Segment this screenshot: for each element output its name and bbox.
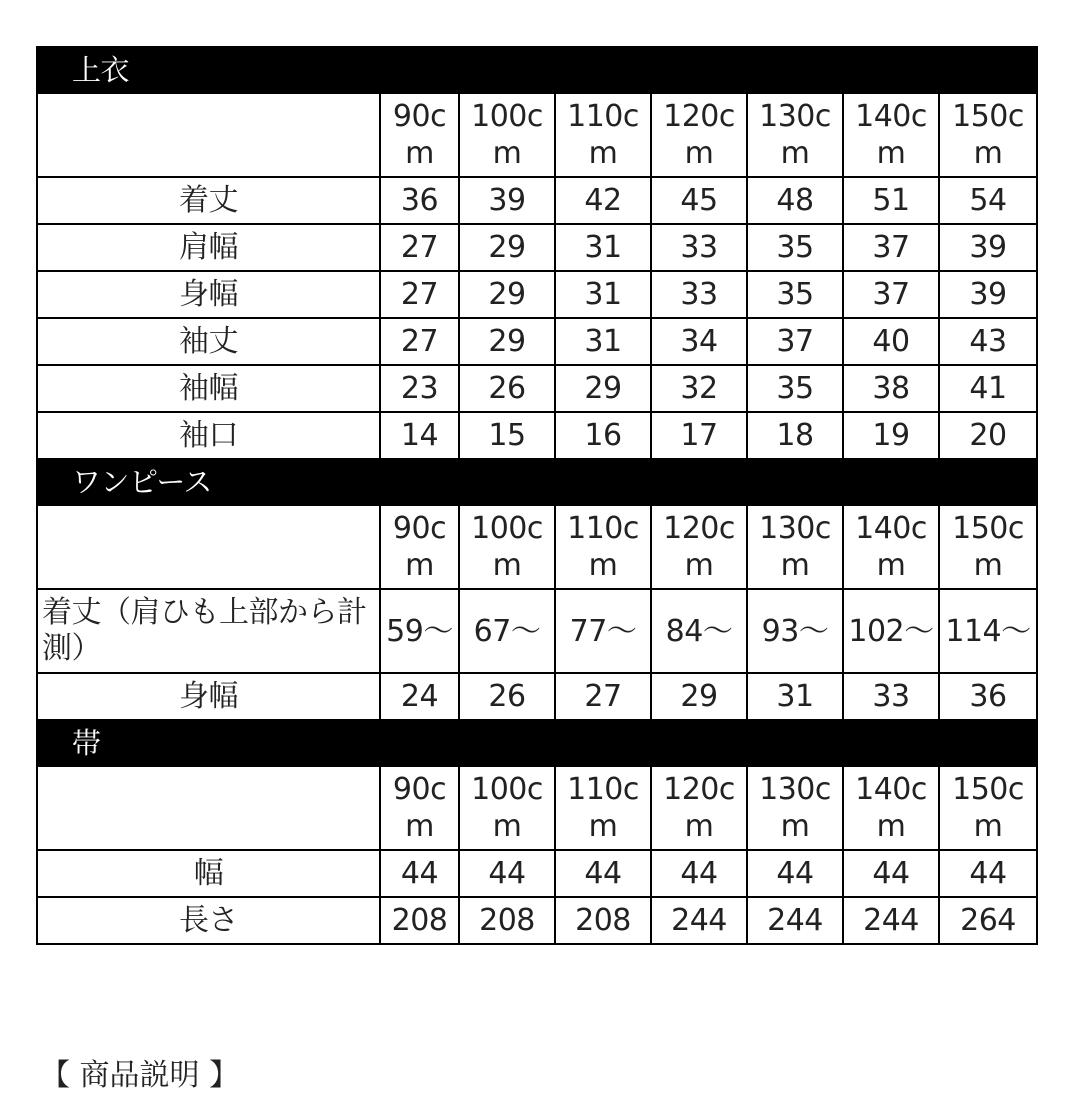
measurement-value: 114〜 bbox=[939, 589, 1037, 673]
measurement-label: 身幅 bbox=[37, 673, 380, 720]
measurement-value: 37 bbox=[843, 271, 939, 318]
measurement-label: 幅 bbox=[37, 850, 380, 897]
size-chart-body bbox=[37, 47, 1037, 944]
measurement-value: 27 bbox=[380, 224, 459, 271]
measurement-row bbox=[37, 271, 1037, 318]
measurement-value: 27 bbox=[380, 271, 459, 318]
header-blank-cell bbox=[37, 766, 380, 850]
size-header-cell: 130cm bbox=[747, 505, 843, 589]
measurement-value: 39 bbox=[939, 271, 1037, 318]
product-description-heading: 【 商品説明 】 bbox=[40, 1058, 240, 1093]
measurement-value: 39 bbox=[939, 224, 1037, 271]
measurement-value: 102〜 bbox=[843, 589, 939, 673]
measurement-value: 20 bbox=[939, 412, 1037, 459]
measurement-value: 44 bbox=[651, 850, 747, 897]
measurement-value: 33 bbox=[843, 673, 939, 720]
measurement-value: 42 bbox=[555, 177, 651, 224]
size-header-row bbox=[37, 93, 1037, 177]
section-title: 上衣 bbox=[37, 47, 1037, 93]
measurement-row bbox=[37, 177, 1037, 224]
measurement-label: 肩幅 bbox=[37, 224, 380, 271]
measurement-value: 26 bbox=[459, 365, 555, 412]
section-header-row bbox=[37, 720, 1037, 766]
measurement-value: 208 bbox=[459, 897, 555, 944]
measurement-value: 208 bbox=[555, 897, 651, 944]
section-header-row bbox=[37, 459, 1037, 505]
measurement-value: 35 bbox=[747, 365, 843, 412]
size-header-cell: 140cm bbox=[843, 505, 939, 589]
size-header-row bbox=[37, 505, 1037, 589]
measurement-row bbox=[37, 224, 1037, 271]
measurement-value: 19 bbox=[843, 412, 939, 459]
size-header-cell: 130cm bbox=[747, 766, 843, 850]
measurement-value: 244 bbox=[843, 897, 939, 944]
size-header-cell: 120cm bbox=[651, 93, 747, 177]
measurement-value: 51 bbox=[843, 177, 939, 224]
size-header-cell: 140cm bbox=[843, 93, 939, 177]
size-header-cell: 90cm bbox=[380, 766, 459, 850]
size-header-cell: 110cm bbox=[555, 505, 651, 589]
size-header-cell: 140cm bbox=[843, 766, 939, 850]
measurement-value: 31 bbox=[555, 318, 651, 365]
measurement-value: 15 bbox=[459, 412, 555, 459]
section-title: 帯 bbox=[37, 720, 1037, 766]
measurement-value: 44 bbox=[747, 850, 843, 897]
measurement-value: 54 bbox=[939, 177, 1037, 224]
measurement-value: 41 bbox=[939, 365, 1037, 412]
measurement-value: 17 bbox=[651, 412, 747, 459]
section-header-row bbox=[37, 47, 1037, 93]
size-header-cell: 100cm bbox=[459, 93, 555, 177]
size-header-cell: 150cm bbox=[939, 505, 1037, 589]
size-header-cell: 120cm bbox=[651, 766, 747, 850]
header-blank-cell bbox=[37, 93, 380, 177]
measurement-value: 45 bbox=[651, 177, 747, 224]
measurement-value: 27 bbox=[555, 673, 651, 720]
measurement-value: 31 bbox=[555, 271, 651, 318]
measurement-value: 67〜 bbox=[459, 589, 555, 673]
header-blank-cell bbox=[37, 505, 380, 589]
measurement-value: 33 bbox=[651, 224, 747, 271]
measurement-value: 38 bbox=[843, 365, 939, 412]
measurement-value: 36 bbox=[939, 673, 1037, 720]
measurement-value: 44 bbox=[843, 850, 939, 897]
measurement-value: 29 bbox=[459, 271, 555, 318]
size-header-cell: 150cm bbox=[939, 93, 1037, 177]
measurement-label: 着丈（肩ひも上部から計測） bbox=[37, 589, 380, 673]
measurement-value: 44 bbox=[459, 850, 555, 897]
measurement-value: 48 bbox=[747, 177, 843, 224]
measurement-value: 37 bbox=[747, 318, 843, 365]
measurement-label: 着丈 bbox=[37, 177, 380, 224]
measurement-row bbox=[37, 318, 1037, 365]
measurement-value: 29 bbox=[651, 673, 747, 720]
measurement-label: 長さ bbox=[37, 897, 380, 944]
measurement-value: 84〜 bbox=[651, 589, 747, 673]
measurement-label: 袖丈 bbox=[37, 318, 380, 365]
measurement-value: 29 bbox=[459, 318, 555, 365]
measurement-value: 44 bbox=[555, 850, 651, 897]
size-header-cell: 110cm bbox=[555, 766, 651, 850]
measurement-row bbox=[37, 850, 1037, 897]
measurement-value: 39 bbox=[459, 177, 555, 224]
size-header-cell: 150cm bbox=[939, 766, 1037, 850]
measurement-label: 袖口 bbox=[37, 412, 380, 459]
measurement-value: 29 bbox=[555, 365, 651, 412]
measurement-value: 31 bbox=[747, 673, 843, 720]
measurement-value: 77〜 bbox=[555, 589, 651, 673]
size-header-cell: 120cm bbox=[651, 505, 747, 589]
measurement-value: 16 bbox=[555, 412, 651, 459]
measurement-row bbox=[37, 673, 1037, 720]
measurement-value: 244 bbox=[747, 897, 843, 944]
measurement-row bbox=[37, 365, 1037, 412]
measurement-value: 208 bbox=[380, 897, 459, 944]
measurement-value: 44 bbox=[939, 850, 1037, 897]
size-header-cell: 100cm bbox=[459, 766, 555, 850]
measurement-value: 34 bbox=[651, 318, 747, 365]
measurement-label: 身幅 bbox=[37, 271, 380, 318]
measurement-value: 27 bbox=[380, 318, 459, 365]
measurement-value: 35 bbox=[747, 271, 843, 318]
measurement-value: 43 bbox=[939, 318, 1037, 365]
measurement-row bbox=[37, 589, 1037, 673]
measurement-value: 40 bbox=[843, 318, 939, 365]
measurement-value: 36 bbox=[380, 177, 459, 224]
measurement-value: 37 bbox=[843, 224, 939, 271]
measurement-value: 29 bbox=[459, 224, 555, 271]
measurement-value: 14 bbox=[380, 412, 459, 459]
measurement-value: 26 bbox=[459, 673, 555, 720]
measurement-value: 244 bbox=[651, 897, 747, 944]
size-header-row bbox=[37, 766, 1037, 850]
measurement-value: 31 bbox=[555, 224, 651, 271]
measurement-value: 35 bbox=[747, 224, 843, 271]
size-header-cell: 100cm bbox=[459, 505, 555, 589]
measurement-value: 93〜 bbox=[747, 589, 843, 673]
measurement-value: 18 bbox=[747, 412, 843, 459]
size-header-cell: 90cm bbox=[380, 505, 459, 589]
size-header-cell: 110cm bbox=[555, 93, 651, 177]
measurement-value: 59〜 bbox=[380, 589, 459, 673]
measurement-value: 32 bbox=[651, 365, 747, 412]
measurement-row bbox=[37, 412, 1037, 459]
measurement-value: 264 bbox=[939, 897, 1037, 944]
section-title: ワンピース bbox=[37, 459, 1037, 505]
measurement-label: 袖幅 bbox=[37, 365, 380, 412]
size-header-cell: 90cm bbox=[380, 93, 459, 177]
measurement-value: 44 bbox=[380, 850, 459, 897]
measurement-value: 24 bbox=[380, 673, 459, 720]
measurement-value: 23 bbox=[380, 365, 459, 412]
measurement-row bbox=[37, 897, 1037, 944]
size-chart-table bbox=[36, 46, 1038, 945]
size-header-cell: 130cm bbox=[747, 93, 843, 177]
measurement-value: 33 bbox=[651, 271, 747, 318]
